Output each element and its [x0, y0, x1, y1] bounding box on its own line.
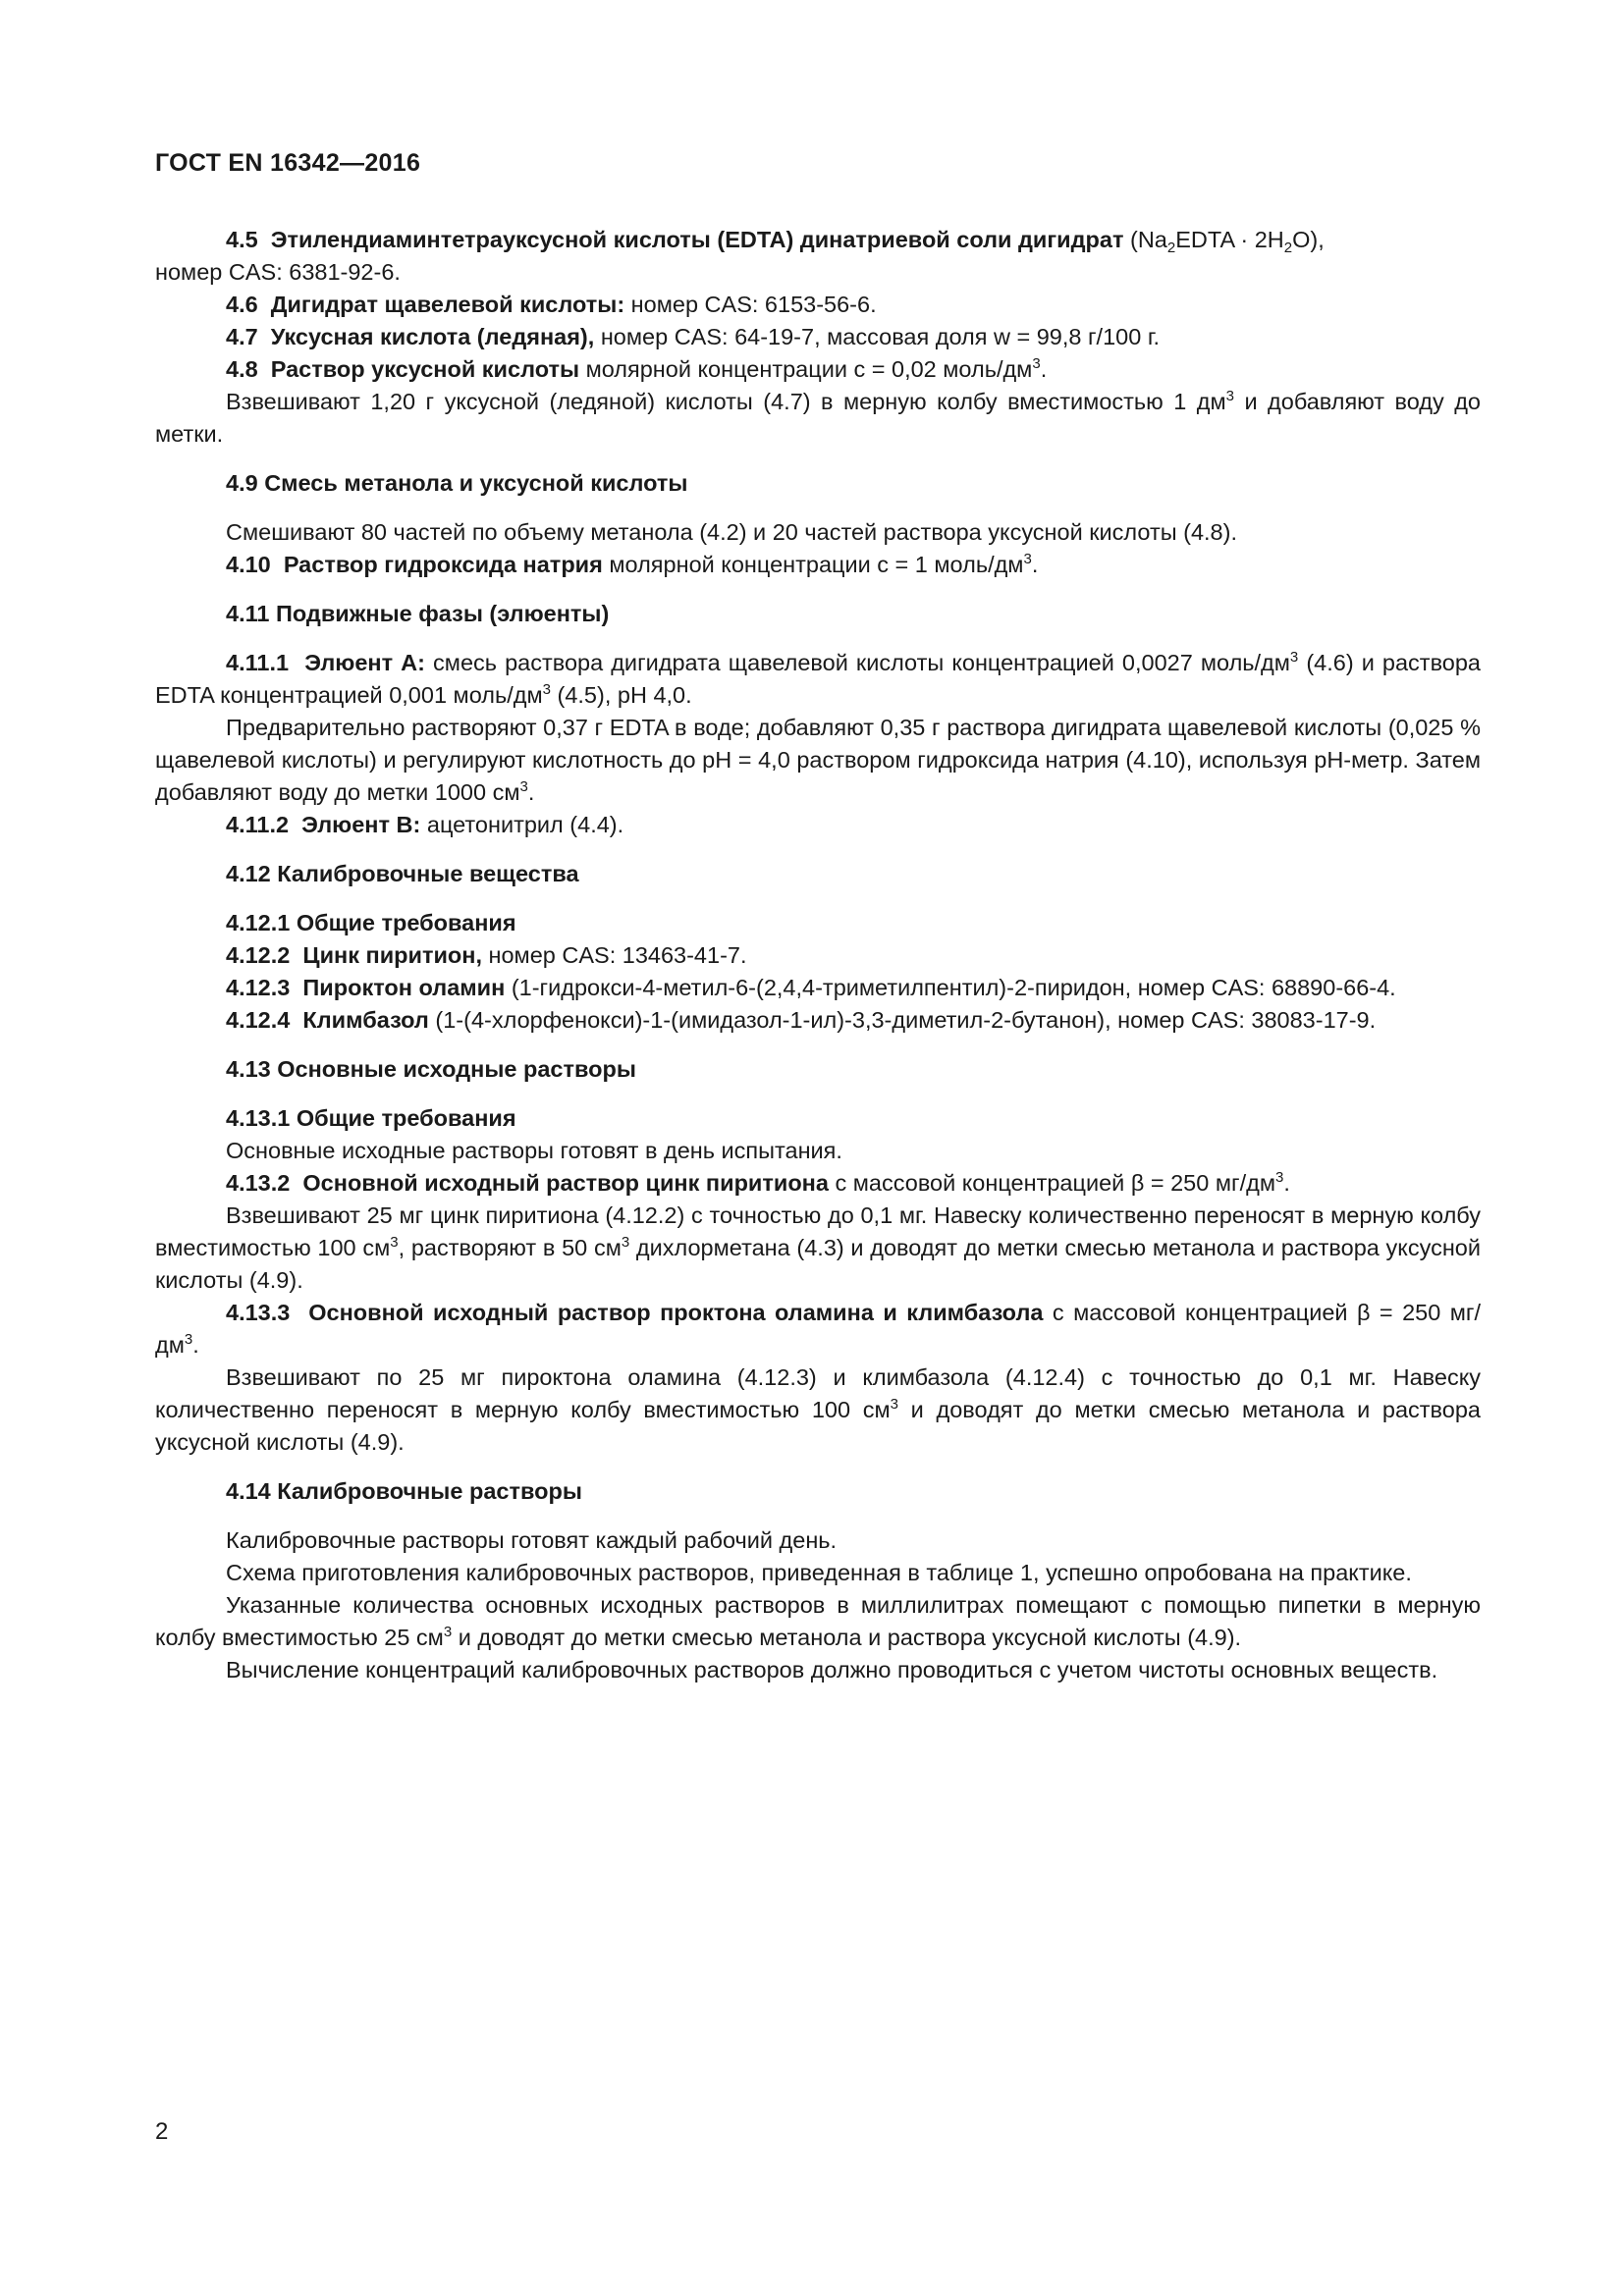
section-4-7: [155, 321, 1481, 353]
formula-part: EDTA · 2H: [1175, 227, 1284, 252]
item-number: 4.13.3: [226, 1300, 291, 1325]
item-text: с массовой концентрацией β = 250 мг/дм: [828, 1170, 1275, 1196]
item-text: (4.6) и раствора EDTA концентрацией 0,001 моль/дм: [155, 650, 1481, 708]
item-text: молярной концентрации c = 1 моль/дм: [602, 552, 1024, 577]
item-number: 4.12.4: [226, 1007, 291, 1033]
item-number: 4.6: [226, 292, 258, 317]
paragraph-text: дихлорметана (4.3) и доводят до метки смесью метанола и раствора уксусной кислоты (4.9).: [155, 1235, 1481, 1293]
paragraph-text: и доводят до метки смесью метанола и раствора уксусной кислоты (4.9).: [452, 1625, 1242, 1650]
section-heading-4-13: 4.13 Основные исходные растворы: [226, 1056, 636, 1082]
item-title: Элюент В:: [301, 812, 421, 837]
paragraph-text: .: [527, 779, 535, 805]
superscript: 3: [890, 1396, 898, 1413]
paragraph-text: и доводят до метки смесью метанола и раствора уксусной кислоты (4.9).: [155, 1397, 1481, 1455]
section-4-12-4: [155, 1004, 1481, 1037]
section-4-14-text-2: Схема приготовления калибровочных растворов, приведенная в таблице 1, успешно опробована на практике.: [226, 1560, 1412, 1585]
superscript: 3: [542, 681, 551, 698]
item-title: Климбазол: [302, 1007, 429, 1033]
item-text: .: [1283, 1170, 1290, 1196]
paragraph-text: и добавляют воду до метки.: [155, 389, 1481, 447]
item-text: с массовой концентрацией β = 250 мг/дм: [155, 1300, 1481, 1358]
section-heading-4-12: 4.12 Калибровочные вещества: [226, 861, 579, 886]
item-title: Цинк пиритион,: [302, 942, 482, 968]
formula-part: (Na: [1130, 227, 1167, 252]
superscript: 3: [184, 1331, 193, 1348]
section-4-14-text-3: [155, 1589, 1481, 1654]
item-number: 4.11.2: [226, 812, 290, 837]
item-title: Пироктон оламин: [302, 975, 506, 1000]
item-title: Основной исходный раствор цинк пиритиона: [302, 1170, 829, 1196]
item-text: смесь раствора дигидрата щавелевой кислоты концентрацией 0,0027 моль/дм: [424, 650, 1290, 675]
item-number: 4.12.2: [226, 942, 291, 968]
section-4-14-text-4: Вычисление концентраций калибровочных растворов должно проводиться с учетом чистоты основных веществ.: [226, 1657, 1438, 1682]
superscript: 3: [1274, 1169, 1284, 1186]
section-4-11-2: [155, 809, 1481, 841]
section-4-8-text: [155, 386, 1481, 451]
section-4-12-2: [155, 939, 1481, 972]
paragraph-text: Взвешивают 1,20 г уксусной (ледяной) кислоты (4.7) в мерную колбу вместимостью 1 дм: [226, 389, 1226, 414]
item-number: 4.13.2: [226, 1170, 291, 1196]
section-4-8: [155, 353, 1481, 386]
section-heading-4-11: 4.11 Подвижные фазы (элюенты): [226, 601, 610, 626]
item-text: номер CAS: 6153-56-6.: [624, 292, 877, 317]
superscript: 3: [621, 1234, 630, 1251]
item-title: Этилендиаминтетрауксусной кислоты (EDTA) динатриевой соли дигидрат: [270, 227, 1124, 252]
section-4-11-1: [155, 647, 1481, 712]
item-number: 4.12.3: [226, 975, 291, 1000]
item-title: Уксусная кислота (ледяная),: [270, 324, 595, 349]
item-text: .: [192, 1332, 199, 1358]
section-heading-4-14: 4.14 Калибровочные растворы: [226, 1478, 582, 1504]
section-4-5: [155, 224, 1481, 256]
item-text: ацетонитрил (4.4).: [420, 812, 624, 837]
item-title: Элюент А:: [304, 650, 425, 675]
item-text: (4.5), pH 4,0.: [550, 682, 692, 708]
section-4-12-3: [155, 972, 1481, 1004]
section-4-9-text: Смешивают 80 частей по объему метанола (4.2) и 20 частей раствора уксусной кислоты (4.8).: [226, 519, 1237, 545]
formula-part: O),: [1292, 227, 1325, 252]
section-4-13-3: [155, 1297, 1481, 1362]
page-number: 2: [155, 2118, 169, 2145]
section-4-6: [155, 289, 1481, 321]
paragraph-text: Указанные количества основных исходных растворов в миллилитрах помещают с помощью пипетки в мерную колбу вместимостью 25 см: [155, 1592, 1481, 1650]
item-text: (1-гидрокси-4-метил-6-(2,4,4-триметилпентил)-2-пиридон, номер CAS: 68890-66-4.: [505, 975, 1396, 1000]
section-4-13-1-text: Основные исходные растворы готовят в день испытания.: [226, 1138, 842, 1163]
subscript: 2: [1166, 240, 1176, 256]
section-4-13-3-text: [155, 1362, 1481, 1459]
item-text: (1-(4-хлорфенокси)-1-(имидазол-1-ил)-3,3-диметил-2-бутанон), номер CAS: 38083-17-9.: [428, 1007, 1377, 1033]
paragraph-text: , растворяют в 50 см: [398, 1235, 622, 1260]
subscript: 2: [1283, 240, 1293, 256]
item-text: номер CAS: 13463-41-7.: [481, 942, 747, 968]
paragraph-text: Взвешивают 25 мг цинк пиритиона (4.12.2) с точностью до 0,1 мг. Навеску количественно переносят в мерную колбу вместимостью 100 см: [155, 1202, 1481, 1260]
section-heading-4-13-1: 4.13.1 Общие требования: [226, 1105, 516, 1131]
item-number: 4.11.1: [226, 650, 290, 675]
superscript: 3: [1032, 355, 1041, 372]
paragraph-text: Взвешивают по 25 мг пироктона оламина (4.12.3) и климбазола (4.12.4) с точностью до 0,1 мг. Навеску количественно переносят в мерную колбу вместимостью 100 см: [155, 1364, 1481, 1422]
section-4-5-cas: номер CAS: 6381-92-6.: [155, 259, 401, 285]
superscript: 3: [1023, 551, 1032, 567]
item-number: 4.8: [226, 356, 258, 382]
superscript: 3: [519, 778, 528, 795]
section-4-13-2-text: [155, 1200, 1481, 1297]
superscript: 3: [1289, 649, 1299, 666]
section-4-10: [155, 549, 1481, 581]
item-text: .: [1040, 356, 1048, 382]
item-title: Раствор уксусной кислоты: [270, 356, 580, 382]
superscript: 3: [1225, 388, 1234, 404]
document-body: [155, 224, 1481, 1686]
item-number: 4.7: [226, 324, 258, 349]
item-text: номер CAS: 64-19-7, массовая доля w = 99,8 г/100 г.: [594, 324, 1161, 349]
item-title: Раствор гидроксида натрия: [283, 552, 603, 577]
section-heading-4-12-1: 4.12.1 Общие требования: [226, 910, 516, 935]
item-text: .: [1031, 552, 1039, 577]
paragraph-text: Предварительно растворяют 0,37 г EDTA в воде; добавляют 0,35 г раствора дигидрата щавелевой кислоты (0,025 % щавелевой кислоты) и регулируют кислотность до pH = 4,0 раствором гидроксида натрия (4.10), используя pH-метр. Затем добавляют воду до метки 1000 см: [155, 715, 1481, 805]
section-heading-4-9: 4.9 Смесь метанола и уксусной кислоты: [226, 470, 688, 496]
superscript: 3: [390, 1234, 399, 1251]
superscript: 3: [443, 1624, 453, 1640]
item-title: Основной исходный раствор проктона оламина и климбазола: [308, 1300, 1044, 1325]
item-number: 4.5: [226, 227, 258, 252]
section-4-14-text-1: Калибровочные растворы готовят каждый рабочий день.: [226, 1527, 838, 1553]
item-title: Дигидрат щавелевой кислоты:: [270, 292, 625, 317]
item-text: молярной концентрации c = 0,02 моль/дм: [579, 356, 1033, 382]
section-4-11-1-text: [155, 712, 1481, 809]
section-4-13-2: [155, 1167, 1481, 1200]
item-number: 4.10: [226, 552, 271, 577]
document-header: ГОСТ EN 16342—2016: [155, 149, 421, 177]
